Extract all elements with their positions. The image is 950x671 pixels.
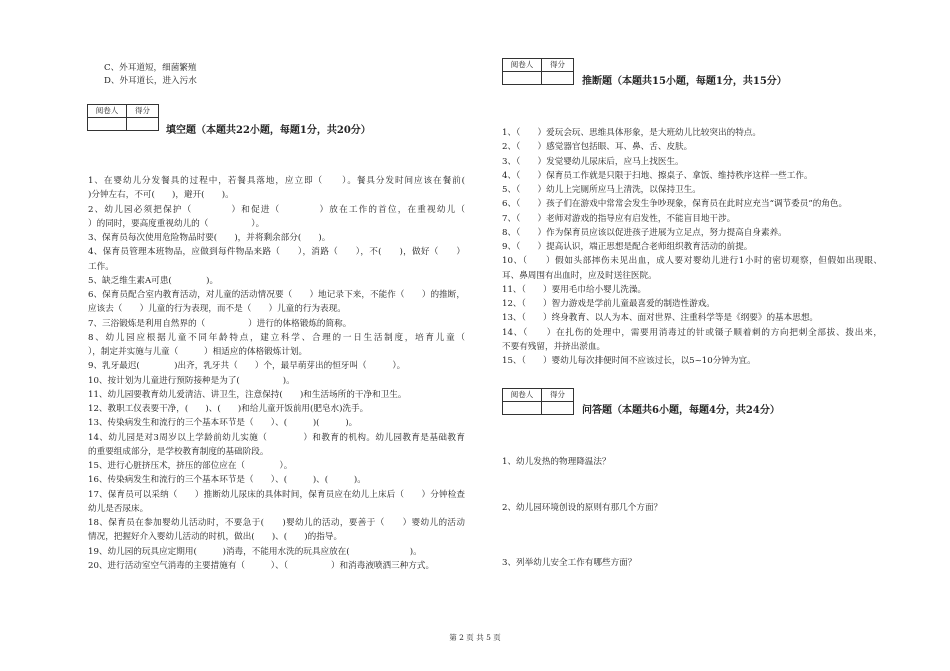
judge-question-14 xyxy=(502,326,882,355)
question-line: 18、保育员在参加婴幼儿活动时，不要急于( )婴幼儿的活动，要善于（ ）婴幼儿的活动 xyxy=(88,518,465,528)
judge-questions xyxy=(502,126,882,368)
fill-questions xyxy=(88,174,491,573)
question-line: 不要有残留，并挤出淤血。 xyxy=(502,341,606,352)
judge-question-2 xyxy=(502,140,882,154)
fill-question-14 xyxy=(88,431,465,460)
judge-question-8 xyxy=(502,226,882,240)
question-line: 15、（ ）婴幼儿每次排便时间不应该过长，以5~10分钟为宜。 xyxy=(502,356,756,366)
question-line: 1、在婴幼儿分发餐具的过程中，若餐具落地，应立即（ ）。餐具分发时间应该在餐前( xyxy=(88,176,465,186)
fill-question-3 xyxy=(88,231,465,245)
question-line: 9、乳牙最迟( )出齐，乳牙共（ ）个，最早萌芽出的恒牙叫（ ）。 xyxy=(88,361,406,372)
question-line: 应该去（ ）儿童的行为表现，而不是（ ）儿童的行为表现。 xyxy=(88,304,346,315)
judge-question-7 xyxy=(502,212,882,226)
judge-question-11 xyxy=(502,283,882,297)
qa-question-2: 2、幼儿园环境创设的原则有那几个方面？ xyxy=(502,503,663,513)
grader-label: 阅卷人 xyxy=(88,105,127,117)
score-label: 得分 xyxy=(550,60,565,69)
grader-label: 阅卷人 xyxy=(503,59,542,71)
fill-question-15 xyxy=(88,459,465,473)
question-line: 8、幼儿园应根据儿童不同年龄特点，建立科学、合理的一日生活制度，培育儿童（ xyxy=(88,332,491,343)
fill-question-5 xyxy=(88,274,465,288)
grader-blank xyxy=(503,72,542,84)
judge-question-13 xyxy=(502,311,882,325)
fill-question-18 xyxy=(88,516,465,545)
question-line: 11、（ ）要用毛巾给小婴儿洗澡。 xyxy=(502,284,647,295)
question-line: 5、缺乏维生素A可患( )。 xyxy=(88,275,219,286)
judge-question-9 xyxy=(502,240,882,254)
score-label: 得分 xyxy=(550,390,565,399)
question-line: 6、保育员配合室内教育活动，对儿童的活动情况要（ ）地记录下来，不能作（ ）的推断， xyxy=(88,290,465,300)
fill-question-8 xyxy=(88,331,491,360)
question-line: )分钟左右，不可( )，避开( )。 xyxy=(88,190,234,201)
question-line: 20、进行活动室空气消毒的主要措施有（ ）、（ ）和消毒液喷洒三种方式。 xyxy=(88,560,435,571)
question-line: 2、（ ）感觉器官包括眼、耳、鼻、舌、皮肤。 xyxy=(502,142,693,153)
fill-question-10 xyxy=(88,374,465,388)
score-box xyxy=(87,104,159,131)
question-line: 5、（ ）幼儿上完厕所应马上清洗，以保持卫生。 xyxy=(502,185,701,195)
question-line: 3、保育员每次使用危险物品时要( )，并将剩余部分( )。 xyxy=(88,233,331,243)
question-line: 15、进行心脏挤压术，挤压的部位应在（ ）。 xyxy=(88,461,293,471)
question-line: 7、三浴锻炼是利用自然界的（ ）进行的体格锻炼的简称。 xyxy=(88,318,352,329)
fill-question-12 xyxy=(88,402,465,416)
judge-section-title: 推断题（本题共15小题，每题1分，共15分） xyxy=(582,76,787,87)
fill-section-title: 填空题（本题共22小题，每题1分，共20分） xyxy=(166,125,371,136)
judge-question-4 xyxy=(502,169,882,183)
judge-question-15 xyxy=(502,354,882,368)
question-line: 10、按计划为儿童进行预防接种是为了( )。 xyxy=(88,375,295,386)
fill-question-20 xyxy=(88,559,465,573)
question-line: 12、教职工仪表要干净，( )、( )和给儿童开饭前用(肥皂水)洗手。 xyxy=(88,404,369,414)
fill-question-13 xyxy=(88,416,465,430)
question-line: ）的同时，要高度重视幼儿的（ ）。 xyxy=(88,218,265,229)
option-d: D、外耳道长，进入污水 xyxy=(104,76,197,86)
fill-question-19 xyxy=(88,545,465,559)
grader-label: 阅卷人 xyxy=(503,389,542,401)
judge-question-3 xyxy=(502,155,882,169)
question-line: 幼儿是否尿床。 xyxy=(88,503,149,514)
question-line: 19、幼儿园的玩具应定期用( )消毒，不能用水洗的玩具应放在( )。 xyxy=(88,546,422,557)
fill-question-4 xyxy=(88,245,465,274)
qa-question-3: 3、列举幼儿安全工作有哪些方面？ xyxy=(502,558,637,568)
grader-blank xyxy=(88,118,127,130)
score-blank xyxy=(127,118,158,130)
question-line: 6、（ ）孩子们在游戏中常常会发生争吵现象，保育员在此时应充当“调节委员”的角色。 xyxy=(502,199,848,210)
question-line: 情况，把握好介入婴幼儿活动的时机，做出( )、( )的指导。 xyxy=(88,532,343,543)
question-line: 4、保育员管理本班物品，应做到每件物品来路（ ），消路（ ），不( )，做好（ ） xyxy=(88,247,465,258)
fill-question-16 xyxy=(88,473,465,487)
question-line: 8、（ ）作为保育员应该以促进孩子进展为立足点，努力提高自身素养。 xyxy=(502,227,787,238)
judge-question-1 xyxy=(502,126,882,140)
question-line: 12、（ ）智力游戏是学前儿童最喜爱的制造性游戏。 xyxy=(502,299,715,309)
question-line: 13、传染病发生和流行的三个基本环节是（ ）、( )( )。 xyxy=(88,418,358,429)
score-box xyxy=(502,388,574,415)
judge-question-5 xyxy=(502,183,882,197)
option-c: C、外耳道短，细菌繁殖 xyxy=(104,63,197,73)
question-line: 1、（ ）爱玩会玩、思维具体形象，是大班幼儿比较突出的特点。 xyxy=(502,128,761,138)
question-line: 17、保育员可以采纳（ ）推断幼儿尿床的具体时间，保育员应在幼儿上床后（ ）分钟检查 xyxy=(88,489,465,500)
page-number: 第 2 页 共 5 页 xyxy=(449,633,501,642)
fill-question-1 xyxy=(88,174,465,203)
question-line: 3、（ ）发觉婴幼儿尿床后，应马上找医生。 xyxy=(502,156,684,167)
question-line: 工作。 xyxy=(88,261,114,272)
question-line: 13、（ ）终身教育、以人为本、面对世界、注重科学等是《纲要》的基本思想。 xyxy=(502,313,819,324)
question-line: 9、（ ）提高认识，端正思想是配合老师组织教育活动的前提。 xyxy=(502,242,753,252)
judge-question-10 xyxy=(502,254,882,283)
grader-blank xyxy=(503,402,542,414)
fill-question-11 xyxy=(88,388,465,402)
fill-question-9 xyxy=(88,359,465,373)
fill-question-17 xyxy=(88,488,465,517)
judge-question-6 xyxy=(502,197,882,211)
fill-question-6 xyxy=(88,288,465,317)
qa-section-title: 问答题（本题共6小题，每题4分，共24分） xyxy=(582,405,780,416)
score-blank xyxy=(542,72,573,84)
question-line: 的重要组成部分，是学校教育制度的基础阶段。 xyxy=(88,446,269,457)
question-line: 11、幼儿园要教育幼儿爱清洁、讲卫生，注意保持( )和生活场所的干净和卫生。 xyxy=(88,389,407,400)
question-line: 7、（ ）老师对游戏的指导应有启发性，不能盲目地干涉。 xyxy=(502,213,736,224)
question-line: 耳、鼻周围有出血时，应及时送往医院。 xyxy=(502,270,657,281)
qa-question-1: 1、幼儿发热的物理降温法？ xyxy=(502,457,611,467)
question-line: 14、幼儿园是对3周岁以上学龄前幼儿实施（ ）和教育的机构。幼儿园教育是基础教育 xyxy=(88,432,465,443)
score-box xyxy=(502,58,574,85)
judge-question-12 xyxy=(502,297,882,311)
fill-question-2 xyxy=(88,203,465,232)
score-label: 得分 xyxy=(135,106,150,115)
fill-question-7 xyxy=(88,317,465,331)
question-line: ），制定并实施与儿童（ ）相适应的体格锻炼计划。 xyxy=(88,347,308,357)
question-line: 2、幼儿园必须把保护（ ）和促进（ ）放在工作的首位，在重视幼儿（ xyxy=(88,204,465,215)
question-line: 14、（ ）在扎伤的处理中，需要用消毒过的针或镊子顺着刺的方向把刺全部拔、拨出来， xyxy=(502,327,882,338)
question-line: 4、（ ）保育员工作就是只限于扫地、擦桌子、拿饭、维持秩序这样一些工作。 xyxy=(502,170,813,181)
question-line: 16、传染病发生和流行的三个基本环节是（ ）、( )、( )。 xyxy=(88,475,366,486)
question-line: 10、（ ）假如头部摔伤未见出血，成人要对婴幼儿进行1小时的密切观察，但假如出现眼、 xyxy=(502,256,882,267)
score-blank xyxy=(542,402,573,414)
